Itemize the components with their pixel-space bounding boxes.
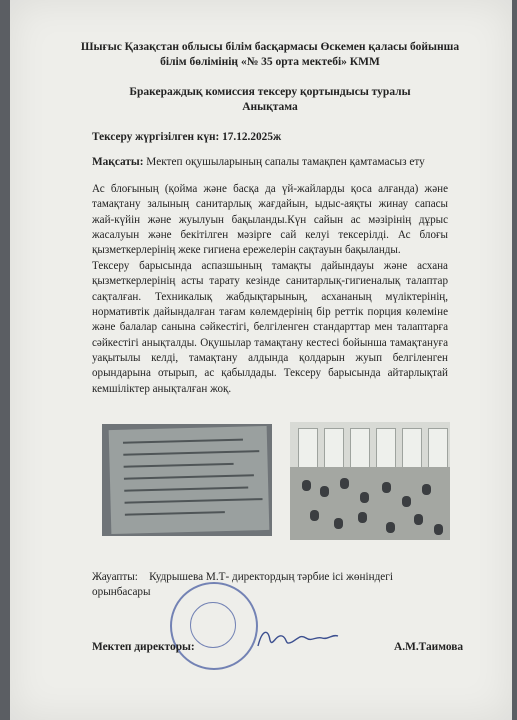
photo-paper [109, 426, 270, 534]
paragraph-1: Ас блоғының (қойма және басқа да үй-жайларды қоса алғанда) және тамақтану залының санитарлық жағдайын, ыдыс-аяқты жинау сапасы жай-күйін және жуылуын бақыланды.Күн сайын ас мәзірінің дұрыс жасалуын және бекітілген мәзірге сай келуі тексерілді. Ас блоғы қызметкерлерінің жеке гигиена ережелерін сақтауын бақыланды. [92, 183, 448, 257]
purpose-label: Мақсаты: [92, 156, 144, 168]
responsible-name: Кудрышева М.Т- директордың тәрбие ісі жөніндегі [149, 571, 393, 583]
header-line-1: Шығыс Қазақстан облысы білім басқармасы Өскемен қаласы бойынша [80, 41, 460, 53]
purpose-line [92, 156, 425, 168]
document-photo [102, 424, 272, 536]
document-title [70, 85, 470, 115]
document-sheet [10, 0, 512, 720]
responsible-role: орынбасары [92, 586, 151, 598]
stamp-inner-ring [190, 602, 236, 648]
responsible-block [92, 570, 452, 600]
canteen-photo [290, 422, 450, 540]
official-stamp [170, 582, 258, 670]
title-line-1: Бракераждық комиссия тексеру қортындысы туралы [129, 86, 411, 98]
title-line-2: Анықтама [242, 101, 298, 113]
director-label: Мектеп директоры: [92, 641, 195, 653]
director-name: А.М.Таимова [394, 641, 464, 653]
header-line-2: білім бөлімінің «№ 35 орта мектебі» КММ [160, 56, 380, 68]
director-signature [254, 624, 340, 654]
inspection-date [92, 131, 281, 143]
responsible-label: Жауапты: [92, 571, 138, 583]
purpose-text: Мектеп оқушыларының сапалы тамақпен қамтамасыз ету [146, 156, 425, 168]
paragraph-2: Тексеру барысында аспазшының тамақты дайындауы және асхана қызметкерлерінің асты тарату кезінде санитарлық-гигиеналық талаптар сақталған. Техникалық жабдықтарының, асхананың мүліктерінің, нормативтік дайындалған тағам көлемдерінің бір реттік порция көлеміне және балалар санына сәйкестігі, белгіленген стандарттар мен талаптарға сәйкестігі анықталды. Оқушылар тамақтану кестесі бойынша тамақтануға уақытылы келді, тамақтану алдында қолдарын жуып белгіленген орындарына отырып, ас қабылдады. Тексеру барысында айтарлықтай кемшіліктер анықталған жоқ. [92, 260, 448, 395]
photo-tables [290, 467, 450, 540]
date-value: 17.12.2025ж [222, 131, 282, 143]
organization-header [70, 40, 470, 70]
date-label: Тексеру жүргізілген күн: [92, 131, 220, 143]
